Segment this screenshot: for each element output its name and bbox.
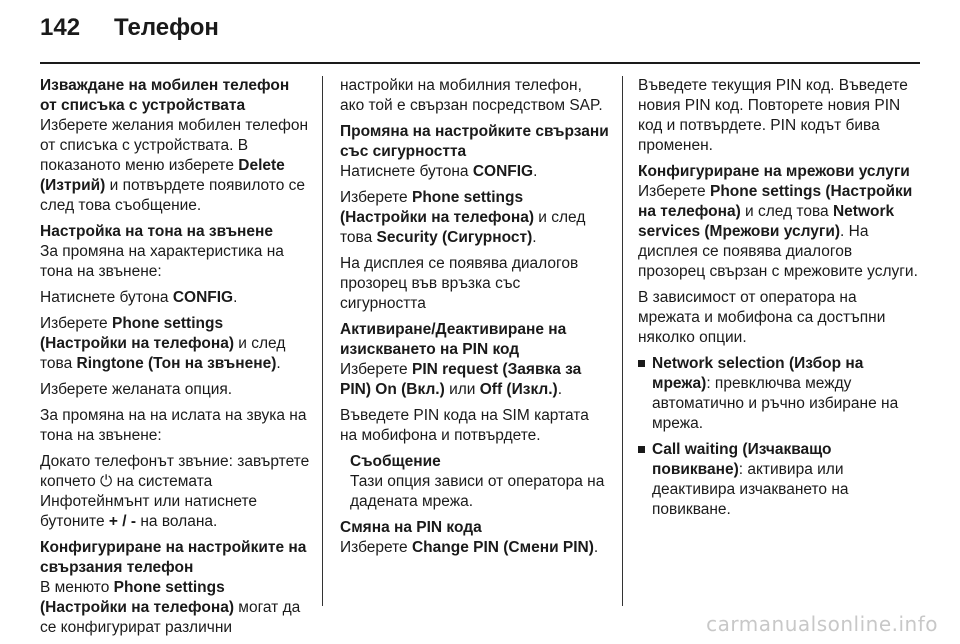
paragraph: За промяна на на ислата на звука на тона на звънене:	[40, 407, 307, 444]
section-heading: Изваждане на мобилен телефон от списъка с устройствата	[40, 77, 290, 114]
paragraph: Изберете желаната опция.	[40, 381, 233, 398]
square-bullet-icon	[638, 446, 645, 453]
column-divider	[322, 76, 323, 606]
paragraph: Изберете Change PIN (Смени PIN).	[340, 539, 599, 556]
page-number: 142	[40, 14, 81, 41]
square-bullet-icon	[638, 360, 645, 367]
paragraph: За промяна на характеристика на тона на звънене:	[40, 243, 284, 280]
list-item: Call waiting (Изчакващо повикване): активира или деактивира изчакването на повикване.	[638, 440, 920, 520]
paragraph: Изберете Phone settings (Настройки на телефона) и след това Ringtone (Тон на звънене).	[40, 315, 286, 372]
bullet-list	[638, 354, 920, 520]
list-item: Network selection (Избор на мрежа): превключва между автоматично и ръчно избиране на мрежа.	[638, 354, 920, 434]
column-2	[340, 76, 610, 564]
paragraph: Изберете PIN request (Заявка за PIN) On (Вкл.) или Off (Изкл.).	[340, 361, 582, 398]
paragraph: Въведете PIN кода на SIM картата на мобифона и потвърдете.	[340, 407, 589, 444]
watermark: carmanualsonline.info	[706, 612, 938, 636]
section-heading: Смяна на PIN кода	[340, 519, 482, 536]
note-text: Тази опция зависи от оператора на дадената мрежа.	[350, 473, 605, 510]
column-3	[638, 76, 920, 526]
note-box	[350, 452, 610, 512]
column-1	[40, 76, 310, 644]
header-divider	[40, 62, 920, 64]
column-divider	[622, 76, 623, 606]
note-title: Съобщение	[350, 453, 441, 470]
paragraph: На дисплея се появява диалогов прозорец във връзка със сигурността	[340, 255, 579, 312]
paragraph: Изберете Phone settings (Настройки на телефона) и след това Security (Сигурност).	[340, 189, 586, 246]
section-heading: Активиране/Деактивиране на изискването на PIN код	[340, 321, 567, 358]
section-heading: Настройка на тона на звънене	[40, 223, 274, 240]
paragraph: В менюто Phone settings (Настройки на телефона) могат да се конфигурират различни	[40, 579, 301, 636]
paragraph: Изберете Phone settings (Настройки на телефона) и след това Network services (Мрежови услуги). На дисплея се появява диалогов прозорец свързан с мрежовите услуги.	[638, 183, 918, 280]
power-knob-icon: ⏻	[100, 473, 113, 490]
page-title: Телефон	[114, 14, 219, 41]
paragraph: Докато телефонът звъние: завъртете копчето ⏻ на системата Инфотейнмънт или натиснете бутоните + / - на волана.	[40, 453, 310, 530]
paragraph: Въведете текущия PIN код. Въведете новия PIN код. Повторете новия PIN код и потвърдете. PIN кодът бива променен.	[638, 77, 908, 154]
section-heading: Конфигуриране на настройките на свързания телефон	[40, 539, 307, 576]
paragraph: В зависимост от оператора на мрежата и мобифона са достъпни няколко опции.	[638, 289, 886, 346]
paragraph: настройки на мобилния телефон, ако той е свързан посредством SAP.	[340, 77, 603, 114]
section-heading: Конфигуриране на мрежови услуги	[638, 163, 910, 180]
section-heading: Промяна на настройките свързани със сигурността	[340, 123, 609, 160]
paragraph: Изберете желания мобилен телефон от списъка с устройствата. В показаното меню изберете Delete (Изтрий) и потвърдете появилото се след това съобщение.	[40, 117, 309, 214]
paragraph: Натиснете бутона CONFIG.	[40, 289, 238, 306]
paragraph: Натиснете бутона CONFIG.	[340, 163, 538, 180]
